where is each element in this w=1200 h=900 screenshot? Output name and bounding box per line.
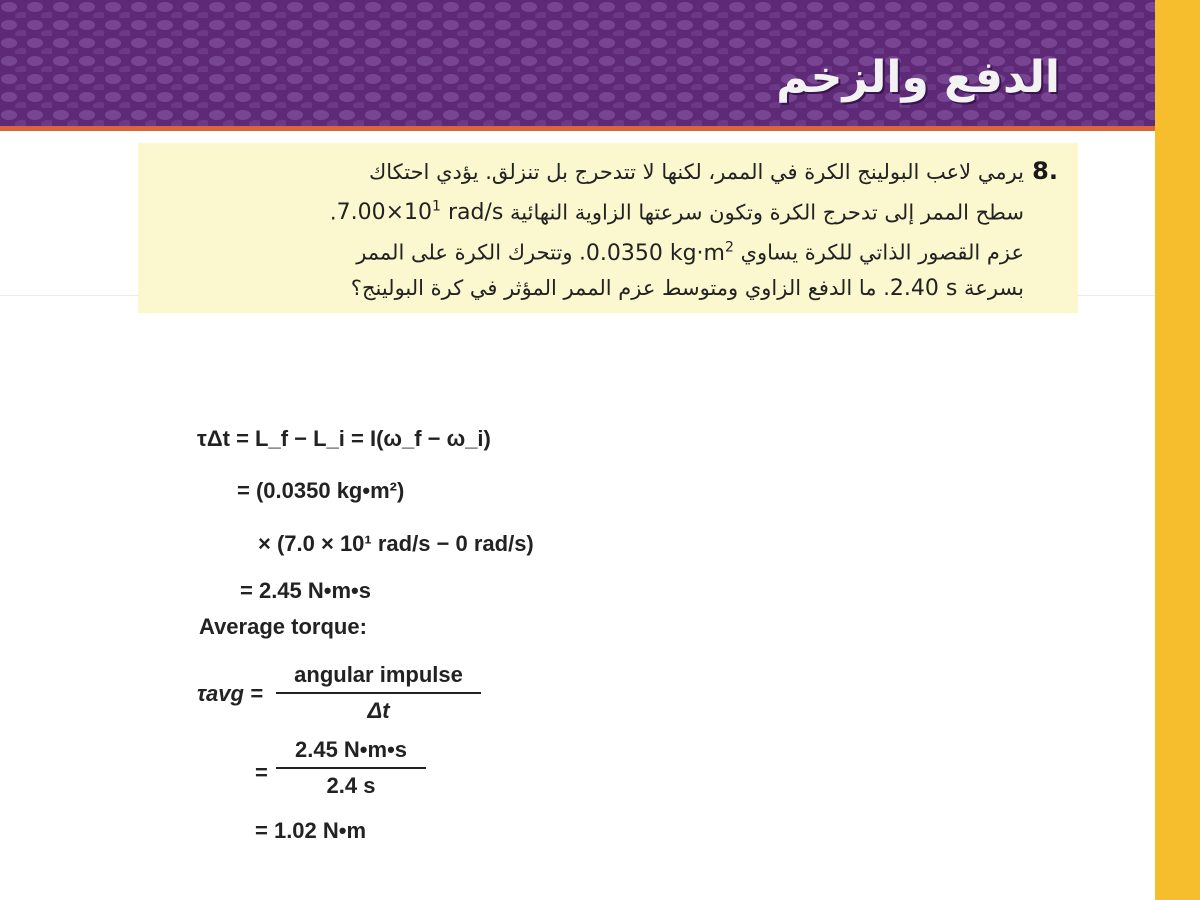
problem-line-4-tail: . ما الدفع الزاوي ومتوسط عزم الممر المؤثر في كرة البولينج؟ bbox=[350, 275, 890, 300]
fraction-1-numerator: angular impulse bbox=[276, 662, 481, 694]
problem-number: 8. bbox=[1032, 157, 1058, 185]
fraction-2-numerator: 2.45 N•m•s bbox=[276, 737, 426, 769]
angular-speed-mantissa: 7.00×10 bbox=[336, 200, 433, 226]
fraction-impulse-over-time bbox=[276, 737, 426, 799]
problem-line-2-text: سطح الممر إلى تدحرج الكرة وتكون سرعتها الزاوية النهائية bbox=[510, 200, 1024, 225]
problem-line-1: يرمي لاعب البولينج الكرة في الممر، لكنها لا تتدحرج بل تنزلق. يؤدي احتكاك bbox=[368, 160, 1024, 184]
equation-angular-impulse: τΔt = L_f − L_i = I(ω_f − ω_i) bbox=[197, 426, 491, 451]
inertia-exponent: 2 bbox=[724, 239, 734, 256]
equation-impulse-result: = 2.45 N•m•s bbox=[240, 578, 371, 603]
fraction-2-denominator: 2.4 s bbox=[326, 773, 376, 798]
fraction-2-equals: = bbox=[255, 760, 268, 785]
inertia-value: 0.0350 kg·m bbox=[585, 240, 725, 266]
equation-angular-velocity: × (7.0 × 10¹ rad/s − 0 rad/s) bbox=[258, 531, 534, 556]
tau-avg-lhs: τavg = bbox=[197, 681, 263, 706]
angular-speed-exponent: 1 bbox=[432, 199, 441, 215]
time-value: 2.40 s bbox=[889, 275, 958, 301]
equation-inertia: = (0.0350 kg•m²) bbox=[237, 478, 405, 503]
fraction-1-denominator: Δt bbox=[367, 698, 390, 723]
problem-line-2: سطح الممر إلى تدحرج الكرة وتكون سرعتها الزاوية النهائية $7.00\times 10^1$ rad/s. bbox=[329, 199, 1024, 226]
problem-line-3-text: عزم القصور الذاتي للكرة يساوي bbox=[740, 240, 1024, 265]
page-title: الدفع والزخم bbox=[776, 52, 1060, 103]
fraction-angular-impulse-over-dt bbox=[276, 662, 481, 724]
equation-torque-result: = 1.02 N•m bbox=[255, 818, 367, 843]
problem-line-4-text: بسرعة bbox=[964, 275, 1024, 300]
problem-line-3-tail: . وتتحرك الكرة على الممر bbox=[356, 240, 586, 265]
average-torque-label: Average torque: bbox=[199, 614, 367, 639]
angular-speed-unit: rad/s bbox=[447, 200, 504, 226]
